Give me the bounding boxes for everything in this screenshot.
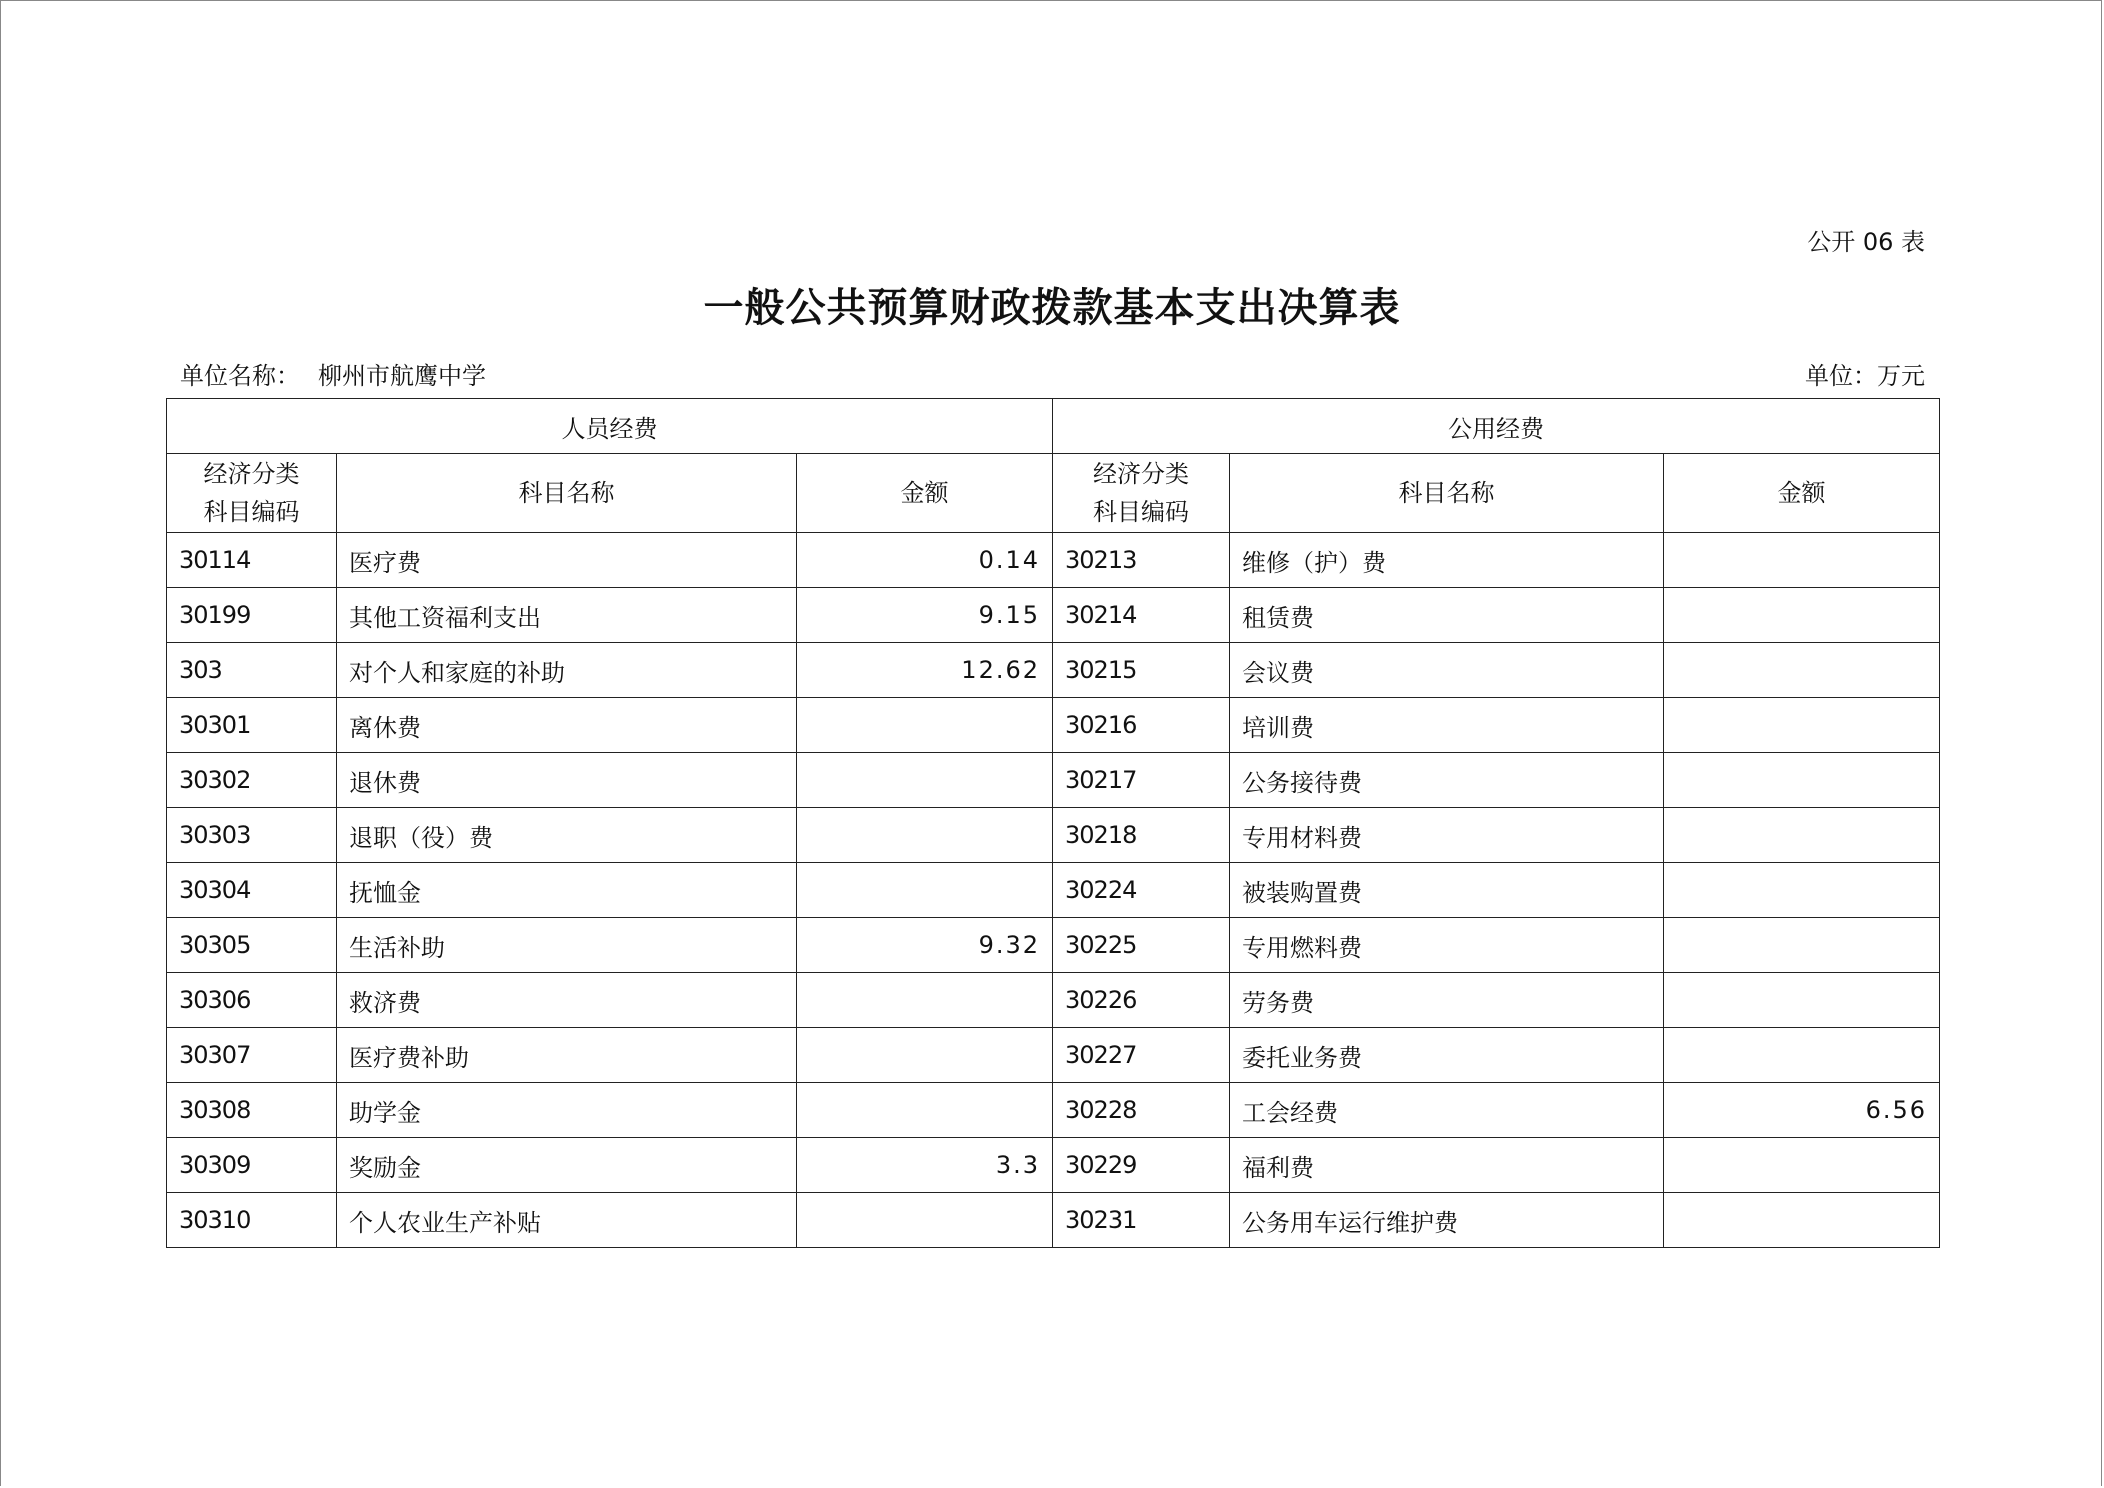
right-name-cell: 劳务费	[1230, 973, 1664, 1028]
left-name-cell: 抚恤金	[337, 863, 797, 918]
left-name-cell: 其他工资福利支出	[337, 588, 797, 643]
right-amount-cell: 6.56	[1664, 1083, 1940, 1138]
right-name-cell: 会议费	[1230, 643, 1664, 698]
right-code-cell: 30218	[1053, 808, 1230, 863]
right-name-cell: 被装购置费	[1230, 863, 1664, 918]
right-amount-cell	[1664, 1193, 1940, 1248]
currency-unit: 单位：万元	[1805, 362, 1925, 390]
group-header-row	[167, 399, 1940, 454]
right-code-cell: 30228	[1053, 1083, 1230, 1138]
left-name-cell: 奖励金	[337, 1138, 797, 1193]
right-name-cell: 租赁费	[1230, 588, 1664, 643]
form-code: 公开 06 表	[1807, 228, 1925, 256]
right-code-cell: 30217	[1053, 753, 1230, 808]
right-amount-cell	[1664, 533, 1940, 588]
left-code-cell: 30310	[167, 1193, 337, 1248]
left-name-cell: 助学金	[337, 1083, 797, 1138]
left-name-cell: 离休费	[337, 698, 797, 753]
left-name-header: 科目名称	[337, 454, 797, 533]
right-name-cell: 公务接待费	[1230, 753, 1664, 808]
table-row	[167, 588, 1940, 643]
code-header-line2: 科目编码	[1093, 498, 1190, 526]
right-code-cell: 30224	[1053, 863, 1230, 918]
left-name-cell: 对个人和家庭的补助	[337, 643, 797, 698]
right-amount-cell	[1664, 918, 1940, 973]
table-row	[167, 753, 1940, 808]
right-amount-cell	[1664, 643, 1940, 698]
right-code-header	[1053, 454, 1230, 533]
right-amount-cell	[1664, 588, 1940, 643]
left-amount-cell	[797, 1083, 1053, 1138]
code-header-line1: 经济分类	[1093, 460, 1190, 488]
right-name-cell: 专用材料费	[1230, 808, 1664, 863]
right-code-cell: 30214	[1053, 588, 1230, 643]
column-header-row	[167, 454, 1940, 533]
left-amount-header: 金额	[797, 454, 1053, 533]
right-code-cell: 30226	[1053, 973, 1230, 1028]
group-personnel-header: 人员经费	[167, 399, 1053, 454]
left-name-cell: 退职（役）费	[337, 808, 797, 863]
left-amount-cell: 12.62	[797, 643, 1053, 698]
table-row	[167, 918, 1940, 973]
right-name-cell: 培训费	[1230, 698, 1664, 753]
left-name-cell: 医疗费	[337, 533, 797, 588]
left-amount-cell	[797, 698, 1053, 753]
table-row	[167, 1028, 1940, 1083]
right-name-cell: 公务用车运行维护费	[1230, 1193, 1664, 1248]
right-amount-header: 金额	[1664, 454, 1940, 533]
left-code-cell: 30303	[167, 808, 337, 863]
table-row	[167, 643, 1940, 698]
left-name-cell: 个人农业生产补贴	[337, 1193, 797, 1248]
left-amount-cell: 9.32	[797, 918, 1053, 973]
right-name-cell: 福利费	[1230, 1138, 1664, 1193]
right-name-cell: 维修（护）费	[1230, 533, 1664, 588]
right-code-cell: 30227	[1053, 1028, 1230, 1083]
left-code-cell: 30302	[167, 753, 337, 808]
right-name-header: 科目名称	[1230, 454, 1664, 533]
code-header-line2: 科目编码	[203, 498, 300, 526]
right-code-cell: 30213	[1053, 533, 1230, 588]
unit-name-label: 单位名称：	[180, 362, 300, 390]
left-code-cell: 30301	[167, 698, 337, 753]
left-code-cell: 30114	[167, 533, 337, 588]
right-amount-cell	[1664, 808, 1940, 863]
table-body	[167, 533, 1940, 1248]
right-amount-cell	[1664, 863, 1940, 918]
left-code-cell: 30304	[167, 863, 337, 918]
table-row	[167, 533, 1940, 588]
left-name-cell: 退休费	[337, 753, 797, 808]
table-row	[167, 808, 1940, 863]
budget-table	[166, 398, 1940, 1248]
table-row	[167, 1083, 1940, 1138]
table-row	[167, 1138, 1940, 1193]
unit-name-line	[180, 356, 486, 391]
right-amount-cell	[1664, 973, 1940, 1028]
left-amount-cell	[797, 863, 1053, 918]
table-row	[167, 973, 1940, 1028]
table-row	[167, 863, 1940, 918]
page-title: 一般公共预算财政拨款基本支出决算表	[703, 285, 1401, 331]
left-amount-cell: 0.14	[797, 533, 1053, 588]
left-code-cell: 30307	[167, 1028, 337, 1083]
right-code-cell: 30229	[1053, 1138, 1230, 1193]
left-amount-cell	[797, 973, 1053, 1028]
left-code-cell: 30199	[167, 588, 337, 643]
left-amount-cell: 9.15	[797, 588, 1053, 643]
right-code-cell: 30225	[1053, 918, 1230, 973]
left-code-cell: 30308	[167, 1083, 337, 1138]
left-name-cell: 生活补助	[337, 918, 797, 973]
right-amount-cell	[1664, 1028, 1940, 1083]
left-code-header	[167, 454, 337, 533]
left-amount-cell	[797, 1193, 1053, 1248]
left-code-cell: 303	[167, 643, 337, 698]
left-code-cell: 30305	[167, 918, 337, 973]
unit-name-value: 柳州市航鹰中学	[318, 362, 486, 390]
left-amount-cell	[797, 808, 1053, 863]
right-code-cell: 30216	[1053, 698, 1230, 753]
code-header-line1: 经济分类	[203, 460, 300, 488]
table-row	[167, 698, 1940, 753]
left-amount-cell	[797, 753, 1053, 808]
right-code-cell: 30215	[1053, 643, 1230, 698]
table-row	[167, 1193, 1940, 1248]
right-name-cell: 专用燃料费	[1230, 918, 1664, 973]
left-code-cell: 30306	[167, 973, 337, 1028]
left-amount-cell: 3.3	[797, 1138, 1053, 1193]
left-name-cell: 救济费	[337, 973, 797, 1028]
right-name-cell: 委托业务费	[1230, 1028, 1664, 1083]
right-amount-cell	[1664, 753, 1940, 808]
left-name-cell: 医疗费补助	[337, 1028, 797, 1083]
right-amount-cell	[1664, 1138, 1940, 1193]
right-name-cell: 工会经费	[1230, 1083, 1664, 1138]
right-code-cell: 30231	[1053, 1193, 1230, 1248]
right-amount-cell	[1664, 698, 1940, 753]
left-amount-cell	[797, 1028, 1053, 1083]
left-code-cell: 30309	[167, 1138, 337, 1193]
group-public-header: 公用经费	[1053, 399, 1940, 454]
